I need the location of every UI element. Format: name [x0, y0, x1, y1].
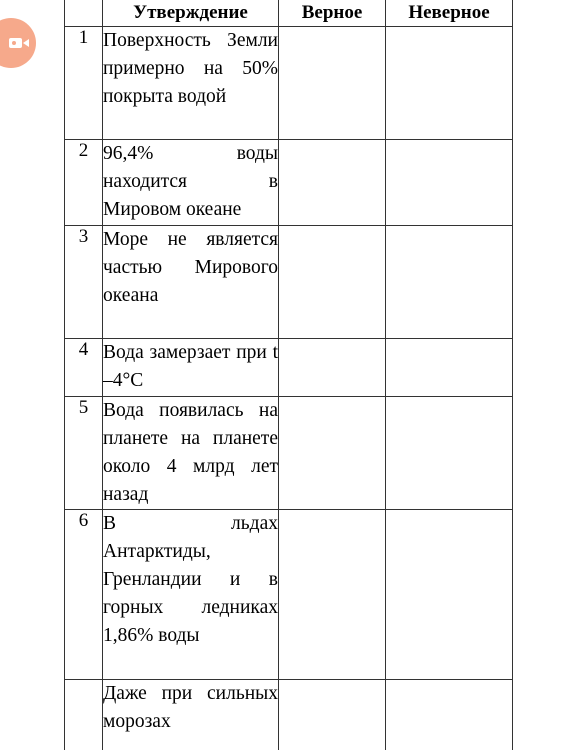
- true-answer-cell[interactable]: [279, 397, 386, 510]
- header-false: Неверное: [386, 0, 513, 27]
- row-statement: 96,4% воды находится в Мировом океане: [103, 140, 279, 226]
- true-false-table: [64, 0, 513, 750]
- table-row: [65, 680, 513, 750]
- row-statement: Поверхность Земли примерно на 50% покрыта водой: [103, 27, 279, 140]
- false-answer-cell[interactable]: [386, 397, 513, 510]
- true-answer-cell[interactable]: [279, 510, 386, 680]
- header-true: Верное: [279, 0, 386, 27]
- row-statement: Море не является частью Мирового океана: [103, 226, 279, 339]
- true-answer-cell[interactable]: [279, 339, 386, 397]
- table-row: [65, 226, 513, 339]
- false-answer-cell[interactable]: [386, 510, 513, 680]
- false-answer-cell[interactable]: [386, 339, 513, 397]
- table-row: [65, 140, 513, 226]
- true-answer-cell[interactable]: [279, 226, 386, 339]
- false-answer-cell[interactable]: [386, 27, 513, 140]
- table-row: [65, 397, 513, 510]
- row-statement: Вода появилась на планете на планете около 4 млрд лет назад: [103, 397, 279, 510]
- header-number: [65, 0, 103, 27]
- row-number: 3: [65, 226, 103, 339]
- row-number: [65, 680, 103, 750]
- header-statement: Утверждение: [103, 0, 279, 27]
- row-statement: В льдах Антарктиды, Гренландии и в горных ледниках 1,86% воды: [103, 510, 279, 680]
- true-answer-cell[interactable]: [279, 680, 386, 750]
- row-statement: Даже при сильных морозах: [103, 683, 278, 732]
- table-header-row: [65, 0, 513, 27]
- row-statement-cell: [103, 680, 279, 750]
- row-number: 5: [65, 397, 103, 510]
- table-row: [65, 339, 513, 397]
- true-answer-cell[interactable]: [279, 140, 386, 226]
- true-answer-cell[interactable]: [279, 27, 386, 140]
- row-statement: Вода замерзает при t –4°C: [103, 339, 279, 397]
- row-number: 6: [65, 510, 103, 680]
- table-row: [65, 510, 513, 680]
- row-number: 2: [65, 140, 103, 226]
- false-answer-cell[interactable]: [386, 140, 513, 226]
- table-row: [65, 27, 513, 140]
- false-answer-cell[interactable]: [386, 226, 513, 339]
- false-answer-cell[interactable]: [386, 680, 513, 750]
- row-number: 1: [65, 27, 103, 140]
- video-camera-icon[interactable]: [0, 18, 36, 68]
- row-number: 4: [65, 339, 103, 397]
